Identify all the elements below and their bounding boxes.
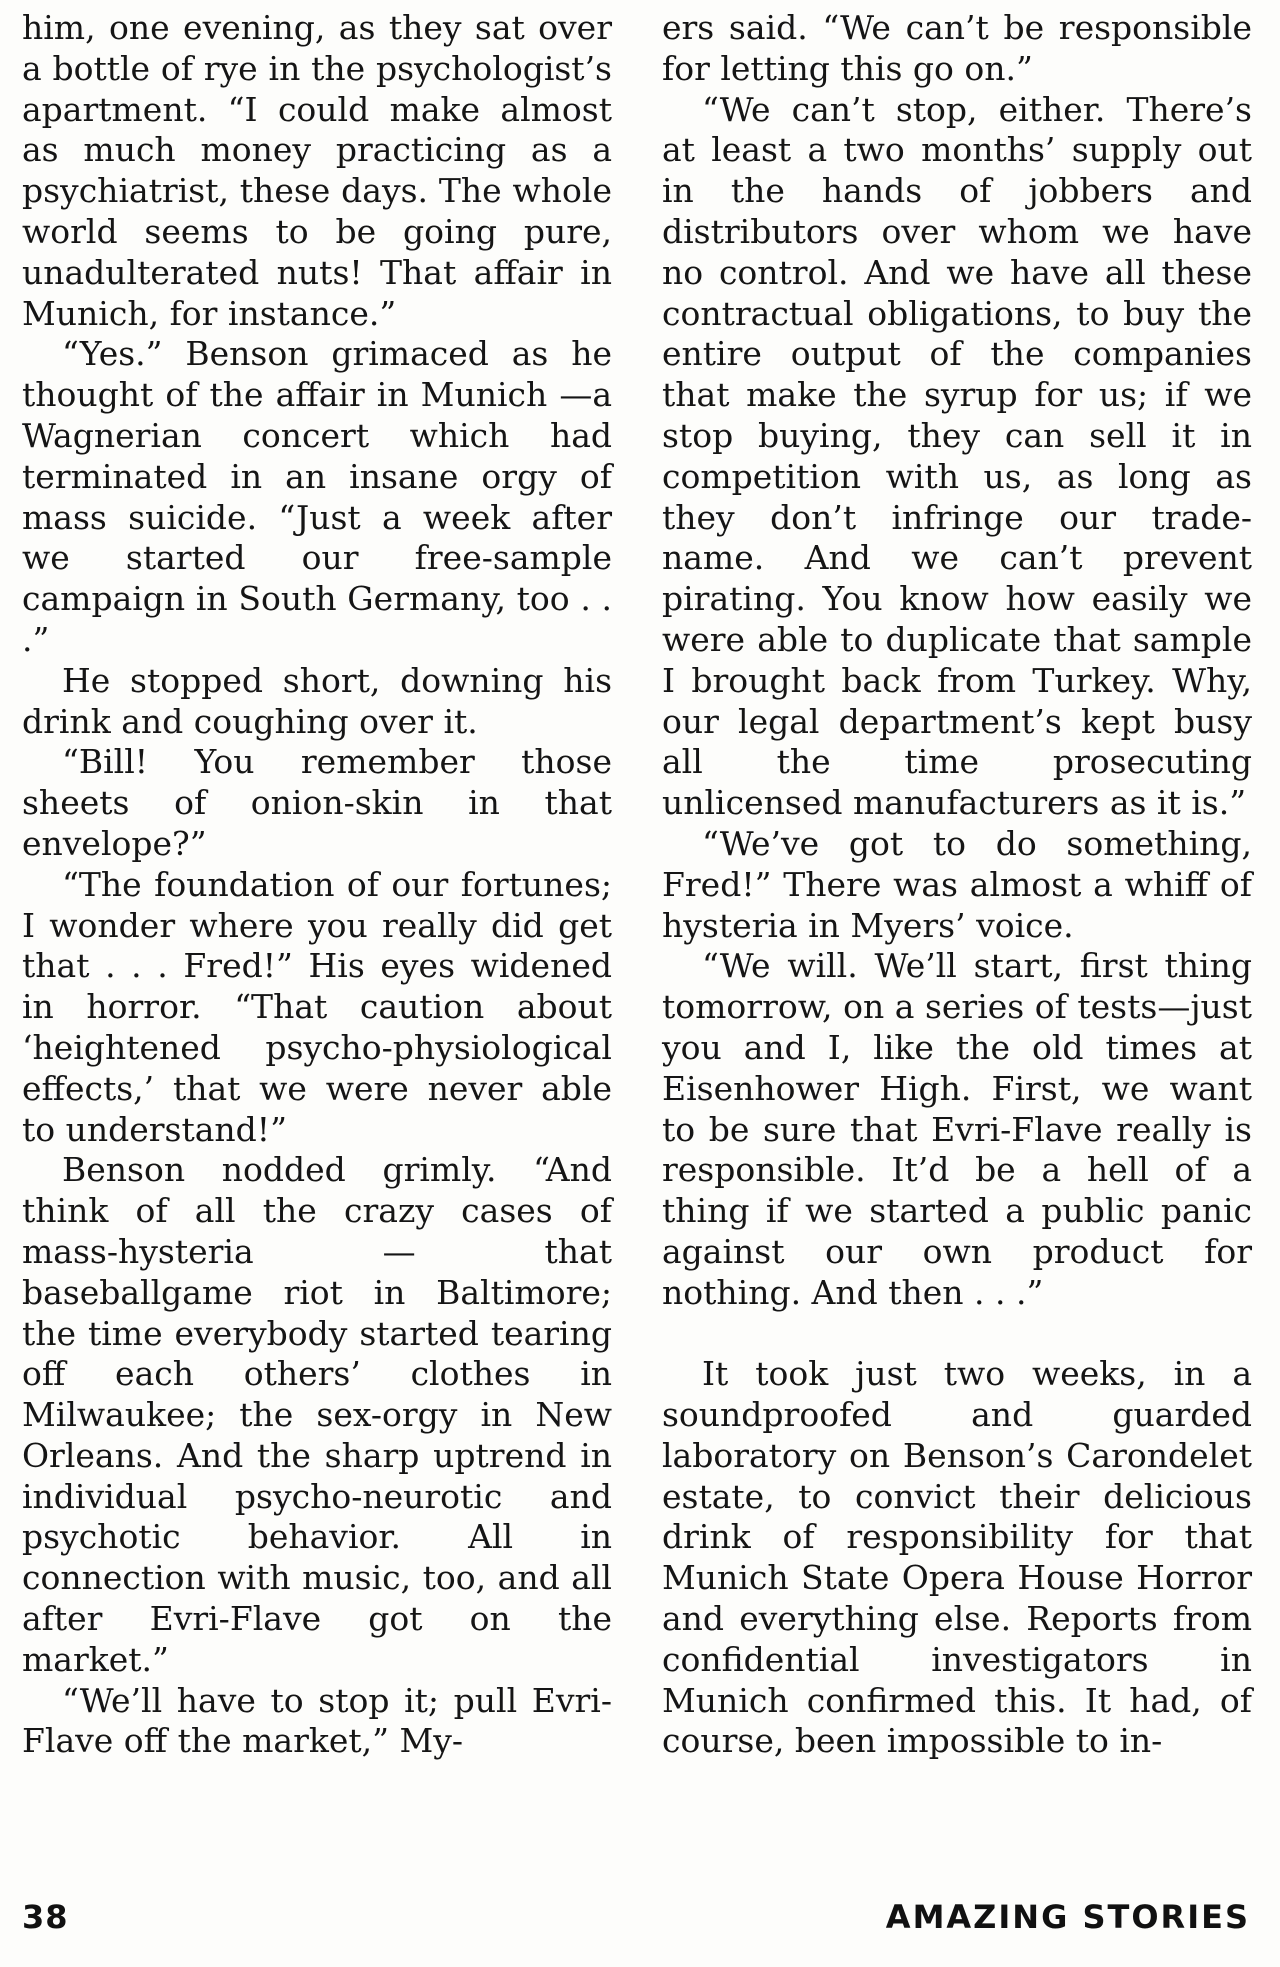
right-column	[662, 8, 1252, 1878]
magazine-title: AMAZING STORIES	[885, 1898, 1250, 1936]
paragraph: “We can’t stop, either. There’s at least a two months’ supply out in the hands of jobbers and distributors over whom we have no control. And we have all these contractual obligations, to buy the entire output of the companies that make the syrup for us; if we stop buying, they can sell it in competition with us, as long as they don’t infringe our trade-name. And we can’t prevent pirating. You know how easily we were able to duplicate that sample I brought back from Turkey. Why, our legal department’s kept busy all the time prosecuting unlicensed manufacturers as it is.”	[662, 89, 1252, 823]
paragraph: Benson nodded grimly. “And think of all the crazy cases of mass-hysteria — that baseballgame riot in Baltimore; the time everybody started tearing off each others’ clothes in Milwaukee; the sex-orgy in New Orleans. And the sharp uptrend in individual psycho-neurotic and psychotic behavior. All in connection with music, too, and all after Evri-Flave got on the market.”	[22, 1150, 612, 1679]
paragraph: He stopped short, downing his drink and coughing over it.	[22, 660, 612, 741]
left-column	[22, 8, 612, 1878]
paragraph: “We’ll have to stop it; pull Evri-Flave off the market,” My-	[22, 1680, 612, 1761]
paragraph: “We will. We’ll start, first thing tomorrow, on a series of tests—just you and I, like the old times at Eisenhower High. First, we want to be sure that Evri-Flave really is responsible. It’d be a hell of a thing if we started a public panic against our own product for nothing. And then . . .”	[662, 946, 1252, 1312]
paragraph: “The foundation of our fortunes; I wonder where you really did get that . . . Fred!” His eyes widened in horror. “That caution about ‘heightened psycho-physiological effects,’ that we were never able to understand!”	[22, 864, 612, 1149]
page-number: 38	[22, 1898, 69, 1936]
paragraph: “We’ve got to do something, Fred!” There was almost a whiff of hysteria in Myers’ voice.	[662, 823, 1252, 945]
paragraph: “Yes.” Benson grimaced as he thought of the affair in Munich —a Wagnerian concert which had terminated in an insane orgy of mass suicide. “Just a week after we started our free-sample campaign in South Germany, too . . .”	[22, 334, 612, 659]
paragraph: ers said. “We can’t be responsible for letting this go on.”	[662, 8, 1252, 88]
paragraph: It took just two weeks, in a soundproofed and guarded laboratory on Benson’s Carondelet estate, to convict their delicious drink of responsibility for that Munich State Opera House Horror and everything else. Reports from confidential investigators in Munich confirmed this. It had, of course, been impossible to in-	[662, 1354, 1252, 1761]
paragraph: him, one evening, as they sat over a bottle of rye in the psychologist’s apartment. “I could make almost as much money practicing as a psychiatrist, these days. The whole world seems to be going pure, unadulterated nuts! That affair in Munich, for instance.”	[22, 8, 612, 333]
paragraph: “Bill! You remember those sheets of onion-skin in that envelope?”	[22, 742, 612, 863]
